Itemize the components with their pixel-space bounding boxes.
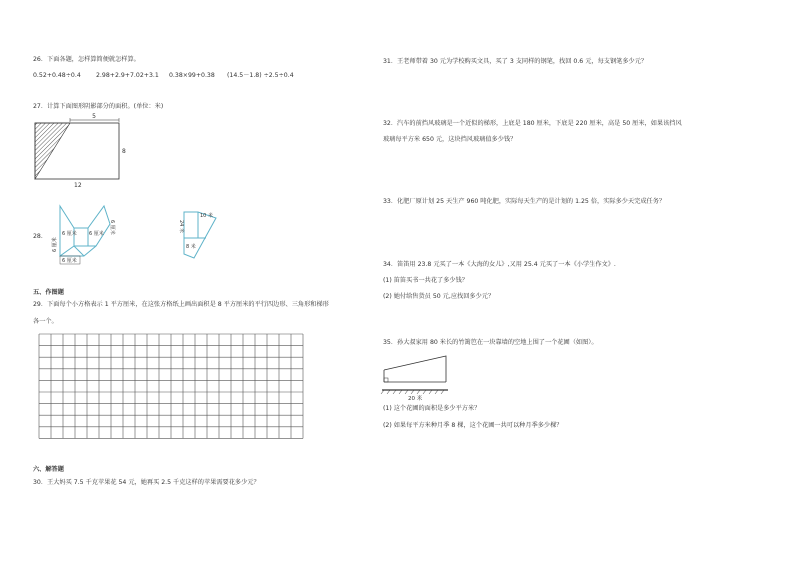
- svg-text:6 厘米: 6 厘米: [89, 231, 104, 237]
- q34-line-1: 34．笛笛用 23.8 元买了一本《大海的女儿》,又用 25.4 元买了一本《小学生作文》.: [383, 261, 616, 268]
- q26-item-4: (14.5－1.8) ÷2.5÷0.4: [227, 72, 294, 79]
- svg-text:6 厘米: 6 厘米: [109, 220, 115, 235]
- q27-shaded-triangle: [35, 123, 70, 179]
- q32-line-2: 玻璃每平方米 650 元，这块挡风玻璃值多少钱？: [383, 136, 517, 143]
- q29-line-1: 29．下面每个小方格表示 1 平方厘米，在这张方格纸上画出面积是 8 平方厘米的平行四边形、三角形和梯形: [33, 301, 329, 308]
- q28-figure-1: [54, 200, 126, 266]
- q31: 31．王老师带着 30 元为学校购买文具，买了 3 支同样的钢笔，找回 0.6 元，每支钢笔多少元？: [383, 58, 648, 65]
- svg-text:6 厘米: 6 厘米: [62, 231, 77, 237]
- q29-grid-paper[interactable]: [38, 333, 304, 439]
- q27-bottom-label: 12: [74, 182, 82, 189]
- q34-sub-1: (1) 笛笛买书一共花了多少钱？: [383, 277, 468, 284]
- q35-line-1: 35．孙大叔家用 80 米长的竹篱笆在一块靠墙的空地上围了一个花圃（如图）。: [383, 339, 598, 346]
- svg-text:6 厘米: 6 厘米: [52, 237, 58, 252]
- q34-sub-2: (2) 她付给售货员 50 元,应找回多少元？: [383, 293, 495, 300]
- q26-item-1: 0.52+0.48÷0.4: [33, 72, 81, 79]
- q29-line-2: 各一个。: [33, 318, 58, 325]
- q28-figure-2: [176, 208, 228, 264]
- section-6-heading: 六、解答题: [33, 466, 64, 473]
- q35-sub-1: (1) 这个花圃的面积是多少平方米？: [383, 405, 481, 412]
- q27-figure: [34, 113, 128, 189]
- q28-label: 28．: [33, 233, 48, 240]
- svg-text:8 米: 8 米: [186, 244, 196, 250]
- svg-text:6 厘米: 6 厘米: [62, 258, 77, 264]
- q32-line-1: 32．汽车的前挡风玻璃是一个近似的梯形，上底是 180 厘米，下底是 220 厘米，高是 50 厘米，如果该挡风: [383, 120, 682, 127]
- svg-text:10 米: 10 米: [200, 213, 213, 219]
- q27-top-label: 5: [92, 113, 96, 120]
- q30: 30．王大妈买 7.5 千克苹果花 54 元，她再买 2.5 千克这样的苹果需要花多少元？: [33, 479, 260, 486]
- q35-sub-2: (2) 如果每平方米种月季 8 棵，这个花圃一共可以种月季多少棵？: [383, 422, 563, 429]
- section-5-heading: 五、作图题: [33, 289, 64, 296]
- q35-figure-label: 20 米: [408, 396, 423, 402]
- svg-text:24 米: 24 米: [178, 220, 184, 233]
- q27-side-label: 8: [122, 148, 126, 155]
- q33: 33．化肥厂原计划 25 天生产 960 吨化肥，实际每天生产的是计划的 1.25 倍，实际多少天完成任务？: [383, 198, 666, 205]
- q26-title: 26．下面各题，怎样算简便就怎样算。: [33, 56, 140, 63]
- q35-figure: [380, 352, 460, 402]
- q26-item-2: 2.98+2.9+7.02+3.1: [96, 72, 159, 79]
- q27-title: 27．计算下面图形阴影部分的面积。(单位：米): [33, 103, 164, 110]
- q26-item-3: 0.38×99+0.38: [169, 72, 215, 79]
